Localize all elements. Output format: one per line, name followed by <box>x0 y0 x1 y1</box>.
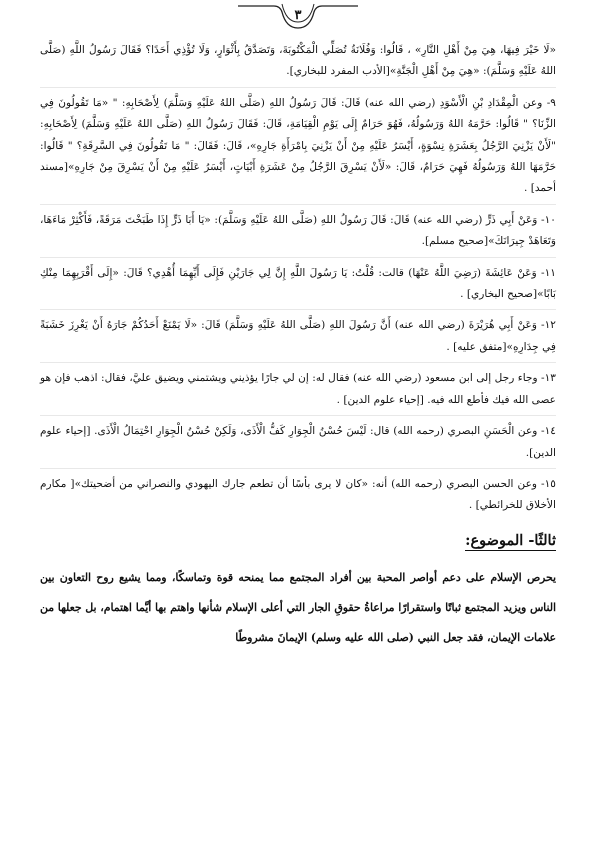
page-number: ٣ <box>294 8 302 23</box>
section-heading <box>40 529 556 553</box>
hadith-paragraph-11: ١١- وَعَنْ عَائِشَةَ (رَضِيَ اللَّهُ عَنْهَا) قالت: قُلْتُ: يَا رَسُولَ اللَّهِ إِنَّ لِي جَارَيْنِ فَإِلَى أَيِّهِمَا أُهْدِي؟ قَالَ: «إِلَى أَقْرَبِهِمَا مِنْكِ بَابًا»[صحيح البخاري] . <box>40 263 556 311</box>
quote-paragraph-14: ١٤- وعن الْحَسَنِ البصري (رحمه الله) قال: لَيْسَ حُسْنُ الْجِوَارِ كَفُّ الْأَذَى، وَلَكِنْ حُسْنُ الْجِوَارِ احْتِمَالُ الْأَذَى. [إحياء علوم الدين]. <box>40 421 556 469</box>
page-number-frame <box>236 0 360 34</box>
hadith-paragraph-8-continued: «لَا خَيْرَ فِيهَا، هِيَ مِنْ أَهْلِ النَّارِ» ، قَالُوا: وَفُلَانَةُ تُصَلِّي الْمَكْتُوبَةَ، وَتَصَدَّقُ بِأَثْوَارٍ، وَلَا تُؤْذِي أَحَدًا؟ فَقَالَ رَسُولُ اللَّهِ (صَلَّى اللهُ عَلَيْهِ وَسَلَّمَ): «هِيَ مِنْ أَهْلِ الْجَنَّةِ»[الأدب المفرد للبخاري]. <box>40 40 556 88</box>
quote-paragraph-15: ١٥- وعن الحسن البصري (رحمه الله) أنه: «كان لا يرى بأسًا أن تطعم جارك اليهودي والنصراني من أضحيتك»[ مكارم الأخلاق للخرائطي] . <box>40 477 556 512</box>
hadith-paragraph-9: ٩- وعن الْمِقْدَادِ بْنِ الْأَسْوَدِ (رضي الله عنه) قَالَ: قَالَ رَسُولُ اللهِ (صَلَّى اللهُ عَلَيْهِ وَسَلَّمَ) لِأَصْحَابِهِ: " «مَا تَقُولُونَ فِي الزِّنَا؟ " قَالُوا: حَرَّمَهُ اللهُ وَرَسُولُهُ، فَهُوَ حَرَامٌ إِلَى يَوْمِ الْقِيَامَةِ، قَالَ: فَقَالَ رَسُولُ اللهِ (صَلَّى اللهُ عَلَيْهِ وَسَلَّمَ) لِأَصْحَابِهِ: "لَأَنْ يَزْنِيَ الرَّجُلُ بِعَشَرَةِ نِسْوَةٍ، أَيْسَرُ عَلَيْهِ مِنْ أَنْ يَزْنِيَ بِامْرَأَةِ جَارِهِ»، قَالَ: فَقَالَ: " مَا تَقُولُونَ فِي السَّرِقَةِ؟ " قَالُوا: حَرَّمَهَا اللهُ وَرَسُولُهُ فَهِيَ حَرَامٌ، قَالَ: «لَأَنْ يَسْرِقَ الرَّجُلُ مِنْ عَشَرَةِ أَبْيَاتٍ، أَيْسَرُ عَلَيْهِ مِنْ أَنْ يَسْرِقَ مِنْ جَارِهِ»[مسند أحمد] . <box>40 93 556 205</box>
topic-body-paragraph: يحرص الإسلام على دعم أواصر المحبة بين أفراد المجتمع مما يمنحه قوة وتماسكًا، ومما يشيع روح التعاون بين الناس ويزيد المجتمع ثباتًا واستقرارًا مراعاةُ حقوقِ الجار التي أعلى الإسلام شأنها واهتم بها أيَّما اهتمام، بل جعلها من علامات الإيمان، فقد جعل النبي (صلى الله عليه وسلم) الإيمانَ مشروطًا <box>40 570 556 644</box>
section-heading-text: ثالثًا- الموضوع: <box>465 531 556 549</box>
hadith-paragraph-12: ١٢- وَعَنْ أَبِي هُرَيْرَةَ (رضي الله عنه) أَنَّ رَسُولَ اللهِ (صَلَّى اللهُ عَلَيْهِ وَسَلَّمَ) قَالَ: «لَا يَمْنَعْ أَحَدُكُمْ جَارَهُ أَنْ يَغْرِزَ خَشَبَةً فِي جِدَارِهِ»[متفق عليه] . <box>40 315 556 363</box>
quote-paragraph-13: ١٣- وجاء رجل إلى ابن مسعود (رضي الله عنه) فقال له: إن لي جارًا يؤذيني ويشتمني ويضيق عليَّ، فقال: اذهب فإن هو عصى الله فيك فأطع الله فيه. [إحياء علوم الدين] . <box>40 368 556 416</box>
hadith-paragraph-10: ١٠- وَعَنْ أَبِي ذَرٍّ (رضي الله عنه) قَالَ: قَالَ رَسُولُ اللهِ (صَلَّى اللهُ عَلَيْهِ وَسَلَّمَ): «يَا أَبَا ذَرٍّ إِذَا طَبَخْتَ مَرَقَةً، فَأَكْثِرْ مَاءَهَا، وَتَعَاهَدْ جِيرَانَكَ»[صحيح مسلم]. <box>40 210 556 258</box>
page-content <box>40 40 556 657</box>
